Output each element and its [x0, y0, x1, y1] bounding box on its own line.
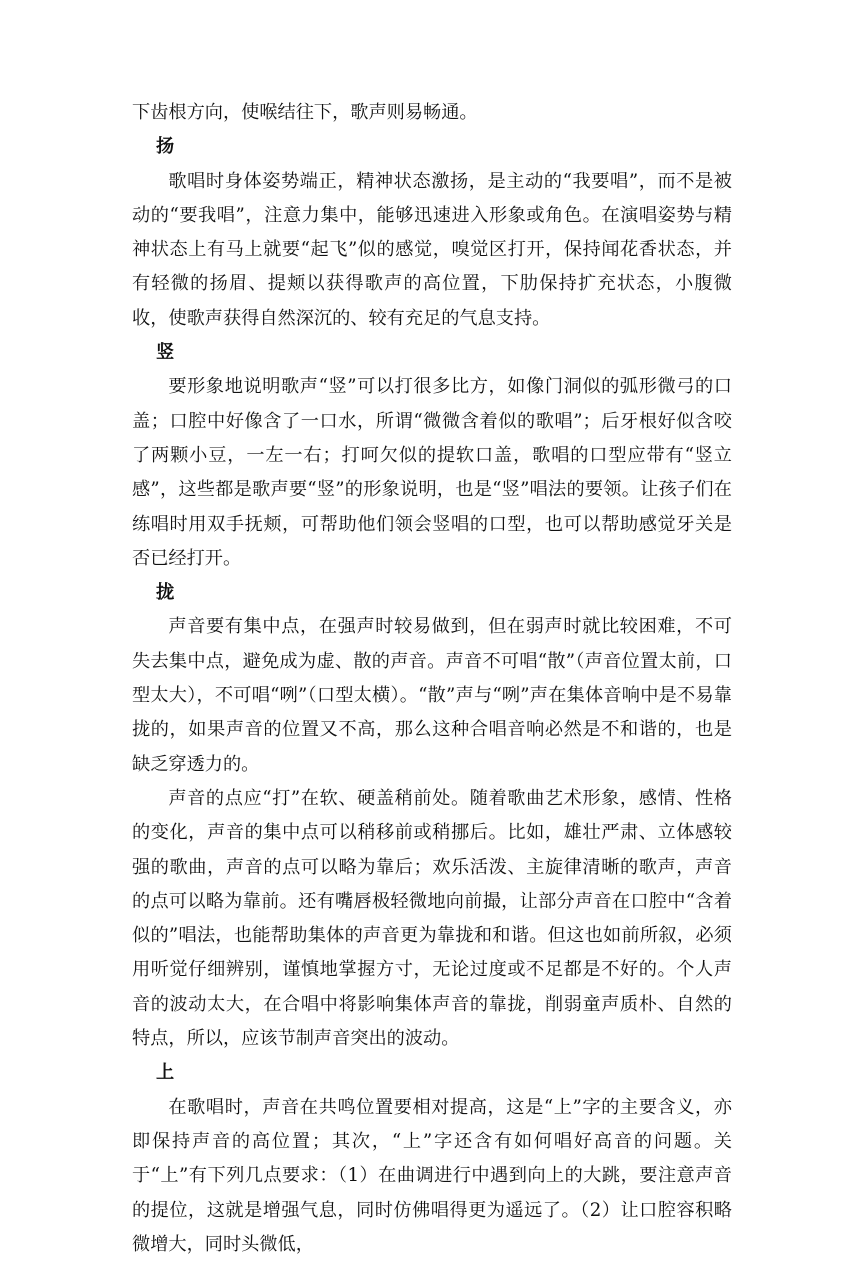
- paragraph-continuation: 下齿根方向，使喉结往下，歌声则易畅通。: [132, 102, 478, 123]
- section-heading-long: 拢: [156, 582, 175, 604]
- paragraph-long-1: 声音要有集中点，在强声时较易做到，但在弱声时就比较困难，不可失去集中点，避免成为虚、散的声音。声音不可唱“散”（声音位置太前，口型太大），不可唱“咧”（口型太横）。“散”声与“咧”声在集体音响中是不易靠拢的，如果声音的位置又不高，那么这种合唱音响必然是不和谐的，也是缺乏穿透力的。: [132, 616, 732, 775]
- paragraph-long-2: 声音的点应“打”在软、硬盖稍前处。随着歌曲艺术形象，感情、性格的变化，声音的集中点可以稍移前或稍挪后。比如，雄壮严肃、立体感较强的歌曲，声音的点可以略为靠后；欢乐活泼、主旋律清晰的歌声，声音的点可以略为靠前。还有嘴唇极轻微地向前撮，让部分声音在口腔中“含着似的”唱法，也能帮助集体的声音更为靠拢和和谐。但这也如前所叙，必须用听觉仔细辨别，谨慎地掌握方寸，无论过度或不足都是不好的。个人声音的波动太大，在合唱中将影响集体声音的靠拢，削弱童声质朴、自然的特点，所以，应该节制声音突出的波动。: [132, 787, 732, 1050]
- section-heading-shang: 上: [156, 1062, 175, 1084]
- document-page: [132, 96, 732, 1262]
- paragraph-yang: 歌唱时身体姿势端正，精神状态激扬，是主动的“我要唱”，而不是被动的“要我唱”，注意力集中，能够迅速进入形象或角色。在演唱姿势与精神状态上有马上就要“起飞”似的感觉，嗅觉区打开，保持闻花香状态，并有轻微的扬眉、提颊以获得歌声的高位置，下肋保持扩充状态，小腹微收，使歌声获得自然深沉的、较有充足的气息支持。: [132, 170, 732, 329]
- section-heading-shu: 竖: [156, 342, 175, 364]
- section-heading-yang: 扬: [156, 136, 175, 158]
- paragraph-shang: 在歌唱时，声音在共鸣位置要相对提高，这是“上”字的主要含义，亦即保持声音的高位置；其次，“上”字还含有如何唱好高音的问题。关于“上”有下列几点要求：（1）在曲调进行中遇到向上的大跳，要注意声音的提位，这就是增强气息，同时仿佛唱得更为遥远了。（2）让口腔容积略微增大，同时头微低，: [132, 1096, 732, 1255]
- paragraph-shu: 要形象地说明歌声“竖”可以打很多比方，如像门洞似的弧形微弓的口盖；口腔中好像含了一口水，所谓“微微含着似的歌唱”；后牙根好似含咬了两颗小豆，一左一右；打呵欠似的提软口盖，歌唱的口型应带有“竖立感”，这些都是歌声要“竖”的形象说明，也是“竖”唱法的要领。让孩子们在练唱时用双手抚颊，可帮助他们领会竖唱的口型，也可以帮助感觉牙关是否已经打开。: [132, 376, 732, 569]
